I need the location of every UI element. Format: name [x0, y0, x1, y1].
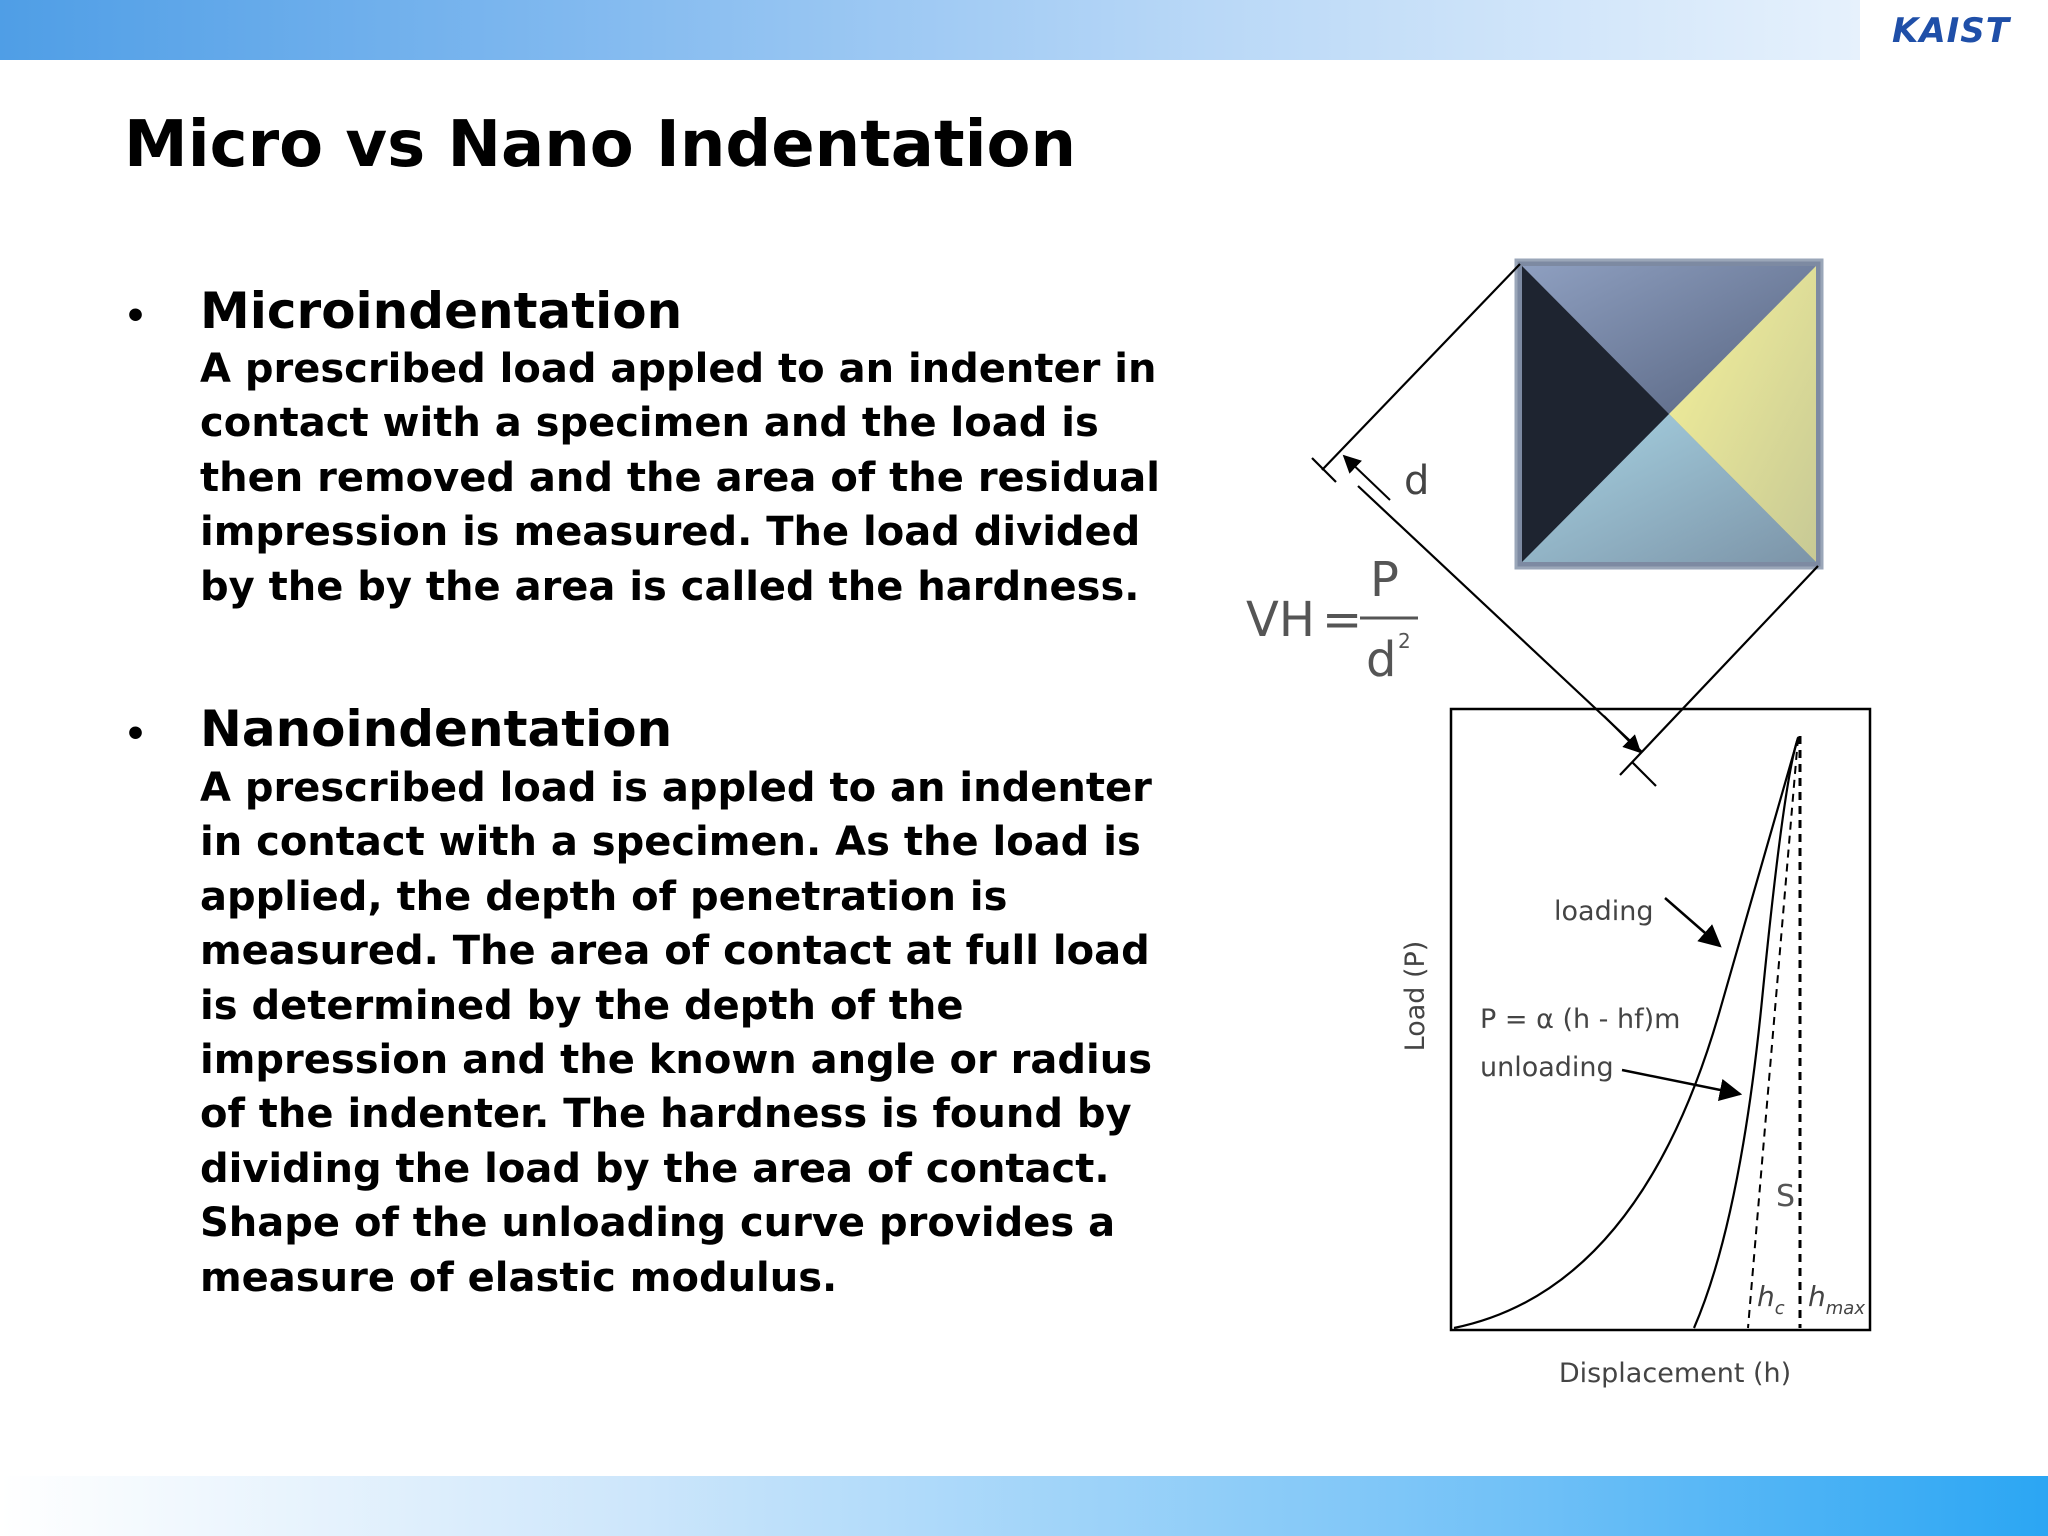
formula-numerator: P: [1370, 552, 1399, 608]
text-line: dividing the load by the area of contact.: [200, 1145, 1110, 1192]
unloading-arrow: [1622, 1070, 1740, 1094]
power-law-equation: P = α (h - hf)m: [1480, 1004, 1681, 1035]
unloading-label: unloading: [1480, 1052, 1614, 1083]
page-title: Micro vs Nano Indentation: [124, 108, 1077, 182]
y-axis-label: Load (P): [1400, 940, 1431, 1052]
vh-label: VH: [1246, 592, 1315, 648]
text-line: applied, the depth of penetration is: [200, 873, 1008, 920]
formula-denominator: d: [1366, 632, 1397, 688]
hmax-label: $h_{max}$: [1808, 1280, 1865, 1319]
bullet-icon: •: [124, 296, 148, 337]
text-line: A prescribed load appled to an indenter in: [200, 346, 1157, 392]
equals-sign: =: [1322, 592, 1363, 648]
text-line: contact with a specimen and the load is: [200, 400, 1099, 447]
text-line: by the by the area is called the hardness.: [200, 563, 1140, 610]
footer-gradient-bar: [0, 1476, 2048, 1536]
load-displacement-chart: [1400, 709, 1870, 1389]
section-heading-microindentation: Microindentation: [200, 282, 683, 340]
unloading-curve: [1694, 738, 1798, 1328]
text-line: measure of elastic modulus.: [200, 1254, 838, 1301]
bullet-icon: •: [124, 714, 148, 755]
text-line: then removed and the area of the residual: [200, 454, 1160, 501]
text-line: impression is measured. The load divided: [200, 509, 1141, 556]
loading-arrow: [1665, 898, 1720, 946]
text-line: Shape of the unloading curve provides a: [200, 1200, 1116, 1247]
text-line: measured. The area of contact at full load: [200, 928, 1150, 975]
text-line: is determined by the depth of the: [200, 982, 964, 1029]
section-heading-nanoindentation: Nanoindentation: [200, 700, 673, 758]
logo-text: KAIST: [1892, 11, 2010, 51]
stiffness-label: S: [1776, 1179, 1796, 1214]
text-line: impression and the known angle or radius: [200, 1037, 1153, 1084]
text-line: A prescribed load is appled to an indenter: [200, 765, 1152, 811]
hc-label: $h_c$: [1757, 1280, 1785, 1319]
diagonal-d-label: d: [1404, 458, 1430, 504]
x-axis-label: Displacement (h): [1558, 1358, 1792, 1389]
d-arrow-bottom: [1604, 716, 1640, 752]
loading-label: loading: [1554, 896, 1654, 927]
indent-impression-photo: [1516, 260, 1822, 568]
text-line: in contact with a specimen. As the load is: [200, 819, 1141, 866]
text-line: of the indenter. The hardness is found by: [200, 1091, 1132, 1138]
formula-exponent: 2: [1398, 629, 1411, 653]
